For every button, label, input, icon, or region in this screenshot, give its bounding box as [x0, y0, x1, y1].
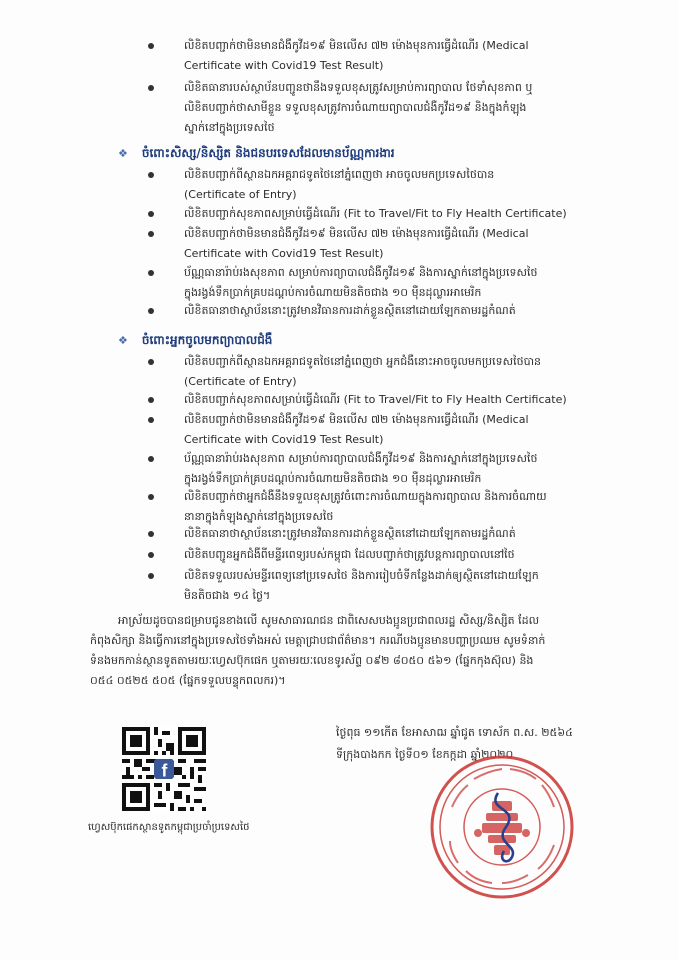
requirement-item	[148, 566, 618, 606]
item-line: Certificate with Covid19 Test Result)	[184, 59, 384, 72]
item-line: លិខិតបញ្ជាក់ថាសាមីខ្លួន ទទួលខុសត្រូវការចំណាយព្យាបាលជំងឺកូវីដ១៩ និងក្នុងកំឡុង	[184, 101, 527, 114]
requirement-item	[148, 224, 618, 264]
date-solar: ទីក្រុងបាងកក ថ្ងៃទី០១ ខែកក្កដា ឆ្នាំ២០២០	[336, 748, 514, 761]
bullet-dot	[148, 211, 154, 217]
item-line: លិខិតបញ្ជាក់សុខភាពសម្រាប់ធ្វើដំណើរ (Fit to Travel/Fit to Fly Health Certificate)	[184, 207, 567, 220]
item-line: លិខិតបញ្ជាក់ថាមិនមានជំងឺកូវីដ១៩ មិនលើស ៧២ ម៉ោងមុនការធ្វើដំណើរ (Medical	[184, 39, 529, 52]
bullet-dot	[148, 172, 154, 178]
item-line: នានាក្នុងកំឡុងស្នាក់នៅក្នុងប្រទេសថៃ	[184, 510, 334, 523]
requirement-item	[148, 449, 618, 489]
paragraph-line: អាស្រ័យដូចបានជម្រាបជូនខាងលើ សូមសាធារណជន ជាពិសេសបងប្អូនប្រជាពលរដ្ឋ សិស្ស/និស្សិត ដែល	[118, 614, 540, 627]
bullet-dot	[148, 359, 154, 365]
item-line: លិខិតបញ្ជាក់ពីស្ថានឯកអគ្គរាជទូតថៃនៅភ្នំពេញថា អាចចូលមកប្រទេសថៃបាន	[184, 168, 495, 181]
bullet-dot	[148, 552, 154, 558]
requirement-item	[148, 545, 618, 565]
section-heading-patients: ❖ ចំពោះអ្នកចូលមកព្យាបាលជំងឺ	[118, 333, 273, 347]
item-line: (Certificate of Entry)	[184, 375, 297, 388]
paragraph-line: ០៥៤ ០៥២៥ ៥០៥ (ផ្នែកទទួលបន្ទុកពលករ)។	[90, 674, 286, 687]
bullet-dot	[148, 43, 154, 49]
item-line: Certificate with Covid19 Test Result)	[184, 247, 384, 260]
bullet-dot	[148, 397, 154, 403]
item-line: លិខិតបញ្ជាក់ថាមិនមានជំងឺកូវីដ១៩ មិនលើស ៧២ ម៉ោងមុនការធ្វើដំណើរ (Medical	[184, 413, 529, 426]
bullet-dot	[148, 270, 154, 276]
item-line: លិខិតបញ្ជាក់សុខភាពសម្រាប់ធ្វើដំណើរ (Fit to Travel/Fit to Fly Health Certificate)	[184, 393, 567, 406]
item-line: ប័ណ្ណធានារ៉ាប់រងសុខភាព សម្រាប់ការព្យាបាលជំងឺកូវីដ១៩ និងការស្នាក់នៅក្នុងប្រទេសថៃ	[184, 452, 538, 465]
bullet-dot	[148, 85, 154, 91]
requirement-item	[148, 487, 618, 527]
requirement-item	[148, 165, 618, 205]
item-line: ប័ណ្ណធានារ៉ាប់រងសុខភាព សម្រាប់ការព្យាបាលជំងឺកូវីដ១៩ និងការស្នាក់នៅក្នុងប្រទេសថៃ	[184, 266, 538, 279]
item-line: លិខិតបញ្ជាក់ថាមិនមានជំងឺកូវីដ១៩ មិនលើស ៧២ ម៉ោងមុនការធ្វើដំណើរ (Medical	[184, 227, 529, 240]
paragraph-line: កំពុងសិក្សា និងធ្វើការនៅក្នុងប្រទេសថៃទាំងអស់ មេត្តាជ្រាបជាព័ត៌មាន។ ករណីបងប្អូនមានបញ្ហាប្រឈម សូមទំនាក់	[90, 634, 546, 647]
bullet-dot	[148, 308, 154, 314]
svg-text:f: f	[161, 760, 168, 781]
requirement-item	[148, 263, 618, 303]
item-line: ក្នុងរង្វង់ទឹកប្រាក់គ្របដណ្តប់ការចំណាយមិនតិចជាង ១០ ម៉ឺនដុល្លារអាមេរិក	[184, 472, 482, 485]
requirement-item	[148, 390, 618, 410]
item-line: ក្នុងរង្វង់ទឹកប្រាក់គ្របដណ្តប់ការចំណាយមិនតិចជាង ១០ ម៉ឺនដុល្លារអាមេរិក	[184, 286, 482, 299]
item-line: ស្នាក់នៅក្នុងប្រទេសថៃ	[184, 121, 275, 134]
bullet-dot	[148, 231, 154, 237]
bullet-dot	[148, 494, 154, 500]
requirement-item	[148, 301, 618, 321]
requirement-item	[148, 78, 618, 138]
qr-caption: ហ្វេសប៊ុកផេកស្ថានទូតកម្ពុជាប្រចាំប្រទេសថៃ	[88, 822, 250, 833]
item-line: លិខិតបញ្ជាក់ពីស្ថានឯកអគ្គរាជទូតថៃនៅភ្នំពេញថា អ្នកជំងឺនោះអាចចូលមកប្រទេសថៃបាន	[184, 355, 542, 368]
diamond-bullet-icon: ❖	[118, 334, 128, 347]
closing-paragraph	[90, 611, 610, 691]
item-line: មិនតិចជាង ១៤ ថ្ងៃ។	[184, 589, 271, 602]
item-line: លិខិតបញ្ជូនអ្នកជំងឺពីមន្ទីរពេទ្យរបស់កម្ពុជា ដែលបញ្ជាក់ថាត្រូវបន្តការព្យាបាលនៅថៃ	[184, 548, 515, 561]
requirement-item	[148, 410, 618, 450]
requirement-item	[148, 524, 618, 544]
item-line: លិខិតធានារបស់ស្ថាប័នបញ្ជូនថានឹងទទួលខុសត្រូវសម្រាប់ការព្យាបាល ថែទាំសុខភាព ឬ	[184, 81, 533, 94]
item-line: លិខិតធានាថាស្ថាប័ននោះត្រូវមានវិធានការដាក់ខ្លួនស្ថិតនៅដោយឡែកតាមរដ្ឋកំណត់	[184, 304, 516, 317]
facebook-qr-code[interactable]	[122, 727, 206, 811]
requirement-item	[148, 204, 618, 224]
bullet-dot	[148, 531, 154, 537]
item-line: Certificate with Covid19 Test Result)	[184, 433, 384, 446]
bullet-dot	[148, 417, 154, 423]
bullet-dot	[148, 456, 154, 462]
date-lunar: ថ្ងៃពុធ ១១កើត ខែអាសាឍ ឆ្នាំជូត ទោស័ក ព.ស. ២៥៦៤	[336, 726, 573, 739]
item-line: លិខិតធានាថាស្ថាប័ននោះត្រូវមានវិធានការដាក់ខ្លួនស្ថិតនៅដោយឡែកតាមរដ្ឋកំណត់	[184, 527, 516, 540]
requirement-item	[148, 36, 618, 76]
item-line: (Certificate of Entry)	[184, 188, 297, 201]
diamond-bullet-icon: ❖	[118, 147, 128, 160]
section-heading-students: ❖ ចំពោះសិស្ស/និស្សិត និងជនបរទេសដែលមានប័ណ្ណការងារ	[118, 146, 395, 160]
paragraph-line: ទំនងមកកាន់ស្ថានទូតតាមរយៈហ្វេសប៊ុកផេក ឬតាមរយៈលេខទូរស័ព្ទ ០៩២ ៨០៥០ ៥៦១ (ផ្នែកកុងស៊ុល) និង	[90, 654, 534, 667]
bullet-dot	[148, 573, 154, 579]
item-line: លិខិតទទួលរបស់មន្ទីរពេទ្យនៅប្រទេសថៃ និងការរៀបចំទីកន្លែងដាក់ឲ្យស្ថិតនៅដោយឡែក	[184, 569, 539, 582]
requirement-item	[148, 352, 618, 392]
embassy-seal	[428, 753, 576, 901]
item-line: លិខិតបញ្ជាក់ថាអ្នកជំងឺនឹងទទួលខុសត្រូវចំពោះការចំណាយក្នុងការព្យាបាល និងការចំណាយ	[184, 490, 547, 503]
